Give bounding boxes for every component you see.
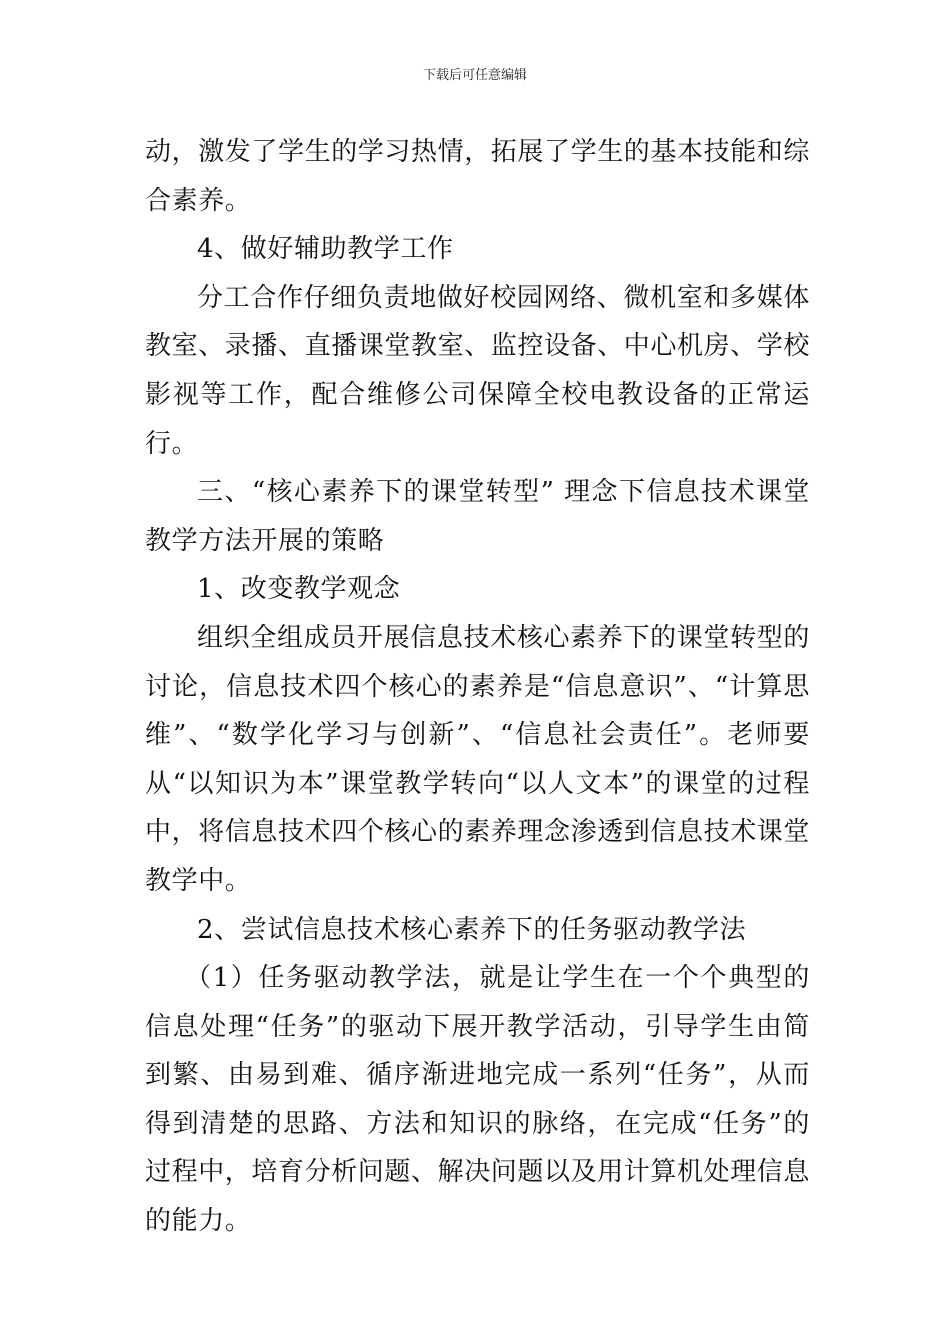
paragraph-support-work: 分工合作仔细负责地做好校园网络、微机室和多媒体教室、录播、直播课堂教室、监控设备、中心机房、学校影视等工作，配合维修公司保障全校电教设备的正常运行。 — [145, 282, 811, 459]
paragraph-task-driven: （1）任务驱动教学法，就是让学生在一个个典型的信息处理“任务”的驱动下展开教学活动，引导学生由简到繁、由易到难、循序渐进地完成一系列“任务”，从而得到清楚的思路、方法和知识的脉络，在完成“任务”的过程中，培育分析问题、解决问题以及用计算机处理信息的能力。 — [145, 963, 811, 1237]
section-heading-3: 三、“核心素养下的课堂转型” 理念下信息技术课堂教学方法开展的策略 — [145, 477, 810, 556]
paragraph-core-literacy: 组织全组成员开展信息技术核心素养下的课堂转型的讨论，信息技术四个核心的素养是“信息意识”、“计算思维”、“数学化学习与创新”、“信息社会责任”。老师要从“以知识为本”课堂教学转向“以人文本”的课堂的过程中，将信息技术四个核心的素养理念渗透到信息技术课堂教学中。 — [145, 622, 811, 896]
document-body — [145, 128, 810, 1246]
subheading-1: 1、改变教学观念 — [197, 574, 401, 605]
page-header: 下载后可任意编辑 — [422, 68, 527, 83]
paragraph-continuation: 动，激发了学生的学习热情，拓展了学生的基本技能和综合素养。 — [145, 137, 811, 216]
subheading-2: 2、尝试信息技术核心素养下的任务驱动教学法 — [197, 914, 747, 945]
section-heading-4: 4、做好辅助教学工作 — [197, 234, 454, 265]
